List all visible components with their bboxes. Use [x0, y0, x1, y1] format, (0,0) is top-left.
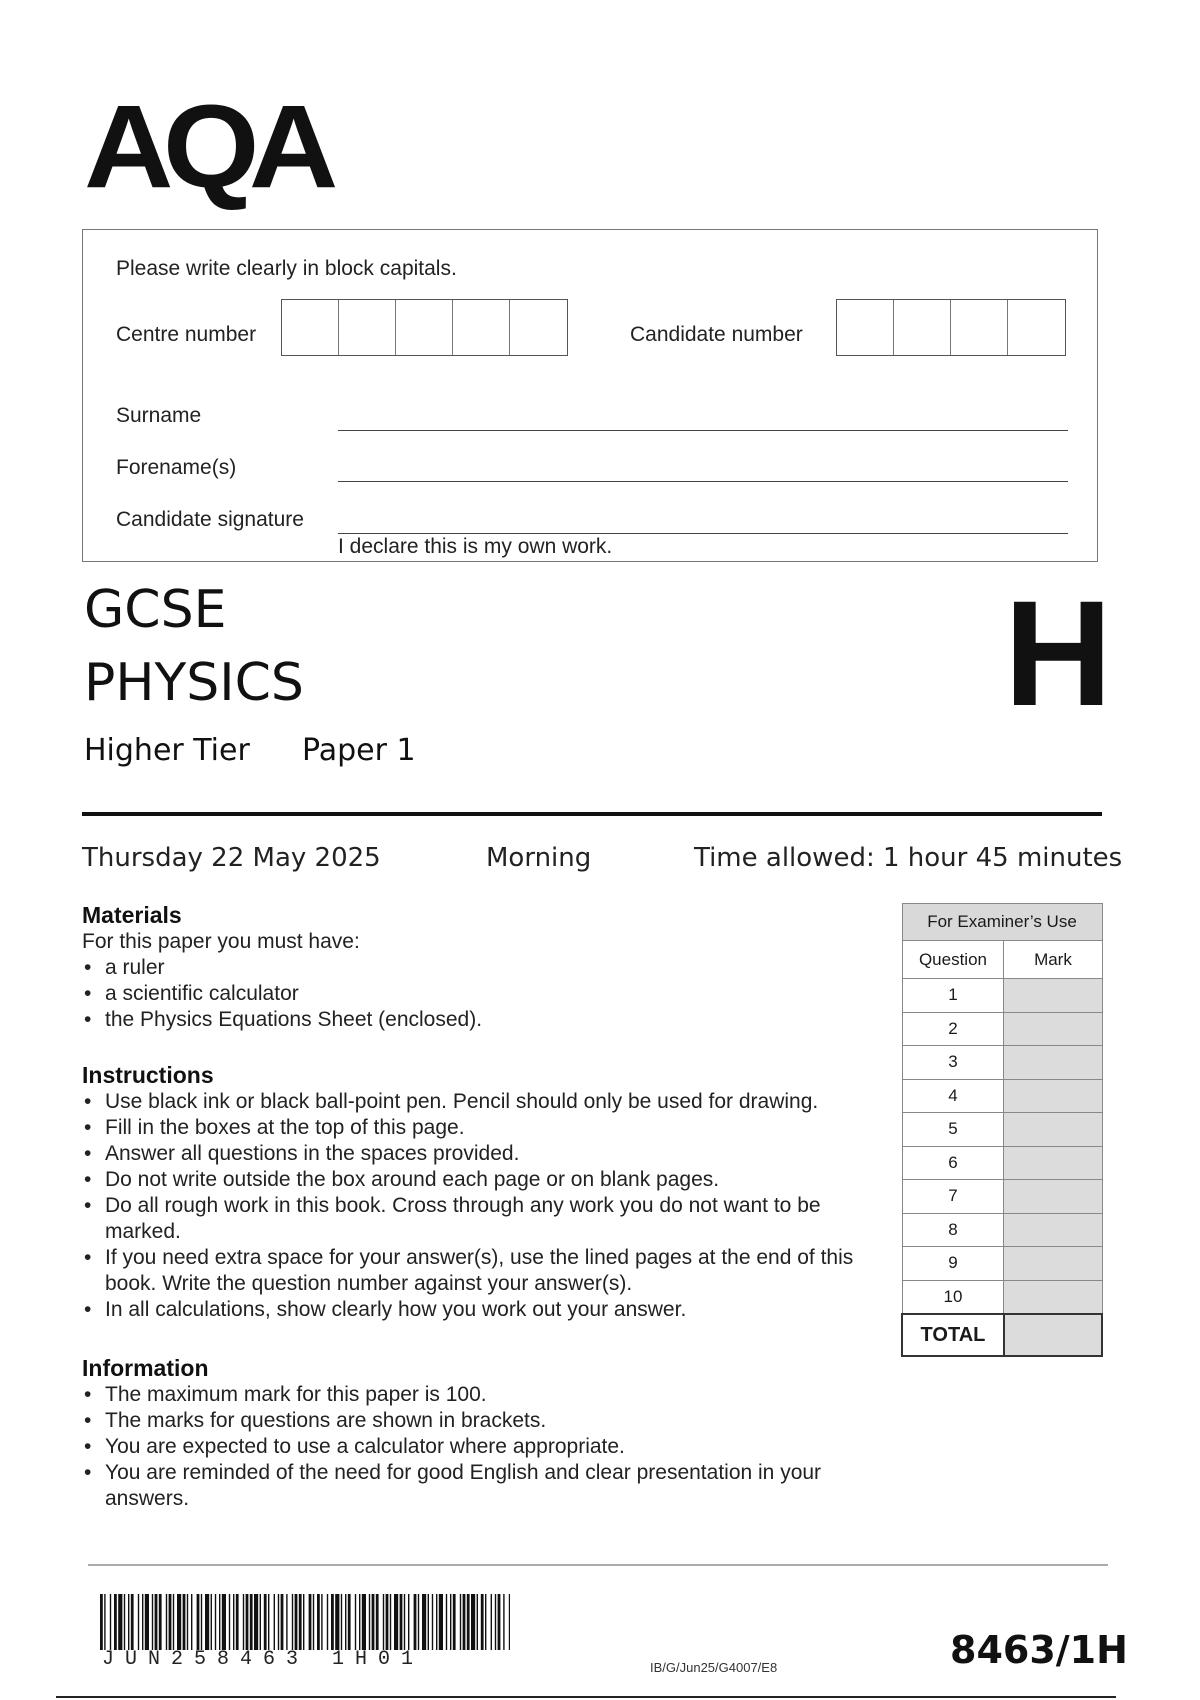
materials-list: [82, 955, 882, 1033]
barcode-bar: [436, 1594, 437, 1650]
barcode: [100, 1594, 510, 1650]
list-item: • You are reminded of the need for good English and clear presentation in your answers.: [82, 1460, 877, 1512]
block-capitals-instruction: Please write clearly in block capitals.: [116, 257, 457, 280]
mark-cell: [1004, 1180, 1102, 1214]
barcode-bar: [197, 1594, 200, 1650]
barcode-bar: [118, 1594, 122, 1650]
question-number: 7: [902, 1180, 1004, 1214]
surname-label: Surname: [116, 404, 202, 427]
barcode-bar: [274, 1594, 275, 1650]
list-item: • the Physics Equations Sheet (enclosed).: [82, 1007, 882, 1033]
declaration-text: I declare this is my own work.: [338, 535, 613, 558]
barcode-bar: [481, 1594, 484, 1650]
barcode-bar: [236, 1594, 239, 1650]
materials-intro: For this paper you must have:: [82, 930, 360, 953]
paper-reference: IB/G/Jun25/G4007/E8: [650, 1660, 778, 1675]
barcode-bar: [215, 1594, 216, 1650]
mark-cell: [1004, 1280, 1102, 1314]
list-item: • Use black ink or black ball-point pen. Pencil should only be used for drawing.: [82, 1089, 877, 1115]
barcode-bar: [503, 1594, 504, 1650]
barcode-bar: [303, 1594, 304, 1650]
barcode-bar: [348, 1594, 351, 1650]
mark-cell: [1004, 1213, 1102, 1247]
barcode-bar: [467, 1594, 470, 1650]
barcode-bar: [355, 1594, 356, 1650]
barcode-bar: [104, 1594, 105, 1650]
total-mark-cell: [1004, 1314, 1102, 1356]
barcode-bar: [201, 1594, 202, 1650]
barcode-bar: [422, 1594, 426, 1650]
barcode-bar: [281, 1594, 284, 1650]
qualification-title: GCSE: [84, 580, 227, 640]
barcode-bar: [191, 1594, 192, 1650]
subject-title: PHYSICS: [84, 653, 304, 713]
barcode-bar: [446, 1594, 447, 1650]
barcode-bar: [124, 1594, 125, 1650]
barcode-bar: [498, 1594, 501, 1650]
centre-number-digit[interactable]: [453, 300, 510, 355]
barcode-bar: [335, 1594, 339, 1650]
centre-number-digit[interactable]: [510, 300, 567, 355]
question-number: 4: [902, 1079, 1004, 1113]
list-item: • Do not write outside the box around each page or on blank pages.: [82, 1167, 877, 1193]
examiner-table-title: For Examiner’s Use: [902, 904, 1102, 941]
mark-cell: [1004, 1012, 1102, 1046]
candidate-number-input[interactable]: [836, 299, 1066, 356]
barcode-bar: [394, 1594, 398, 1650]
barcode-bar: [383, 1594, 384, 1650]
barcode-bar: [331, 1594, 334, 1650]
barcode-bar: [453, 1594, 456, 1650]
list-item: • a scientific calculator: [82, 981, 882, 1007]
barcode-bar: [321, 1594, 322, 1650]
mark-column-header: Mark: [1004, 941, 1102, 979]
mark-cell: [1004, 1247, 1102, 1281]
barcode-bar: [362, 1594, 366, 1650]
barcode-bar: [142, 1594, 143, 1650]
barcode-bar: [114, 1594, 117, 1650]
barcode-bar: [309, 1594, 312, 1650]
list-item: • If you need extra space for your answer(s), use the lined pages at the end of this book. Write the question number against your answer(s).: [82, 1245, 877, 1297]
exam-date: Thursday 22 May 2025: [82, 843, 381, 873]
barcode-bar: [509, 1594, 510, 1650]
barcode-bar: [463, 1594, 466, 1650]
barcode-bar: [485, 1594, 486, 1650]
materials-title: Materials: [82, 902, 182, 928]
question-number: 8: [902, 1213, 1004, 1247]
barcode-bar: [250, 1594, 253, 1650]
question-number: 9: [902, 1247, 1004, 1281]
barcode-bar: [100, 1594, 103, 1650]
barcode-bar: [152, 1594, 153, 1650]
exam-session: Morning: [486, 843, 592, 873]
paper-label: Paper 1: [302, 733, 416, 768]
surname-field[interactable]: [338, 430, 1068, 431]
barcode-bar: [400, 1594, 403, 1650]
mark-cell: [1004, 1046, 1102, 1080]
candidate-number-digit[interactable]: [894, 300, 951, 355]
barcode-bar: [491, 1594, 492, 1650]
information-list: [82, 1382, 877, 1512]
barcode-bar: [219, 1594, 220, 1650]
barcode-bar: [432, 1594, 433, 1650]
barcode-bar: [345, 1594, 346, 1650]
barcode-bar: [313, 1594, 314, 1650]
barcode-bar: [211, 1594, 212, 1650]
barcode-bar: [286, 1594, 287, 1650]
question-number: 3: [902, 1046, 1004, 1080]
barcode-bar: [169, 1594, 172, 1650]
barcode-bar: [159, 1594, 162, 1650]
barcode-bar: [222, 1594, 226, 1650]
barcode-bar: [359, 1594, 360, 1650]
title-divider: [82, 812, 1102, 816]
barcode-bar: [341, 1594, 342, 1650]
time-allowed: Time allowed: 1 hour 45 minutes: [694, 843, 1123, 873]
forenames-field[interactable]: [338, 481, 1068, 482]
barcode-bar: [495, 1594, 496, 1650]
list-item: • Do all rough work in this book. Cross through any work you do not want to be marked.: [82, 1193, 877, 1245]
candidate-number-label: Candidate number: [630, 323, 803, 346]
barcode-bar: [145, 1594, 149, 1650]
barcode-bar: [471, 1594, 475, 1650]
barcode-bar: [177, 1594, 181, 1650]
barcode-bar: [183, 1594, 186, 1650]
barcode-bar: [264, 1594, 267, 1650]
instructions-list: [82, 1089, 877, 1323]
barcode-bar: [131, 1594, 134, 1650]
tier-letter: H: [1004, 569, 1113, 737]
forenames-label: Forename(s): [116, 456, 237, 479]
barcode-bar: [386, 1594, 389, 1650]
barcode-bar: [243, 1594, 244, 1650]
barcode-bar: [128, 1594, 129, 1650]
footer-divider: [88, 1564, 1108, 1566]
instructions-section: [82, 1062, 877, 1323]
question-number: 1: [902, 979, 1004, 1013]
barcode-bar: [268, 1594, 269, 1650]
barcode-bar: [278, 1594, 279, 1650]
tier-label: Higher Tier: [84, 733, 250, 768]
question-column-header: Question: [902, 941, 1004, 979]
barcode-bar: [418, 1594, 419, 1650]
information-section: [82, 1355, 877, 1512]
barcode-bar: [369, 1594, 370, 1650]
barcode-bar: [299, 1594, 302, 1650]
barcode-text: JUN258463 1H01: [102, 1648, 425, 1671]
barcode-bar: [390, 1594, 391, 1650]
mark-cell: [1004, 1146, 1102, 1180]
list-item: • You are expected to use a calculator where appropriate.: [82, 1434, 877, 1460]
barcode-bar: [233, 1594, 234, 1650]
question-number: 5: [902, 1113, 1004, 1147]
candidate-number-digit[interactable]: [837, 300, 894, 355]
barcode-bar: [439, 1594, 443, 1650]
mark-cell: [1004, 979, 1102, 1013]
barcode-bar: [292, 1594, 293, 1650]
barcode-bar: [187, 1594, 188, 1650]
centre-number-digit[interactable]: [396, 300, 453, 355]
list-item: • Fill in the boxes at the top of this page.: [82, 1115, 877, 1141]
mark-cell: [1004, 1079, 1102, 1113]
barcode-bar: [246, 1594, 249, 1650]
barcode-bar: [295, 1594, 298, 1650]
page-bottom-rule: [56, 1696, 1116, 1698]
list-item: • Answer all questions in the spaces provided.: [82, 1141, 877, 1167]
list-item: • The maximum mark for this paper is 100.: [82, 1382, 877, 1408]
paper-code: 8463/1H: [950, 1628, 1128, 1672]
barcode-bar: [428, 1594, 429, 1650]
barcode-bar: [450, 1594, 451, 1650]
barcode-bar: [110, 1594, 111, 1650]
barcode-bar: [414, 1594, 417, 1650]
question-number: 10: [902, 1280, 1004, 1314]
signature-field[interactable]: [338, 533, 1068, 534]
question-number: 2: [902, 1012, 1004, 1046]
candidate-number-digit[interactable]: [1008, 300, 1065, 355]
list-item: • The marks for questions are shown in brackets.: [82, 1408, 877, 1434]
barcode-bar: [155, 1594, 158, 1650]
list-item: • a ruler: [82, 955, 882, 981]
total-label: TOTAL: [902, 1314, 1004, 1356]
barcode-bar: [173, 1594, 174, 1650]
mark-cell: [1004, 1113, 1102, 1147]
barcode-bar: [372, 1594, 375, 1650]
centre-number-digit[interactable]: [339, 300, 396, 355]
signature-label: Candidate signature: [116, 508, 304, 531]
barcode-bar: [166, 1594, 167, 1650]
barcode-bar: [460, 1594, 461, 1650]
barcode-bar: [260, 1594, 261, 1650]
materials-section: [82, 902, 882, 1033]
barcode-bar: [376, 1594, 379, 1650]
candidate-number-digit[interactable]: [951, 300, 1008, 355]
barcode-bar: [317, 1594, 320, 1650]
centre-number-input[interactable]: [281, 299, 568, 356]
barcode-bar: [138, 1594, 139, 1650]
list-item: • In all calculations, show clearly how you work out your answer.: [82, 1297, 877, 1323]
question-number: 6: [902, 1146, 1004, 1180]
barcode-bar: [408, 1594, 409, 1650]
information-title: Information: [82, 1355, 209, 1381]
barcode-bar: [404, 1594, 405, 1650]
aqa-logo: AQA: [84, 81, 328, 213]
barcode-bar: [477, 1594, 478, 1650]
barcode-bar: [229, 1594, 230, 1650]
instructions-title: Instructions: [82, 1062, 214, 1088]
barcode-bar: [327, 1594, 328, 1650]
barcode-bar: [254, 1594, 258, 1650]
barcode-bar: [205, 1594, 209, 1650]
centre-number-digit[interactable]: [282, 300, 339, 355]
examiner-use-table: [901, 903, 1103, 1357]
centre-number-label: Centre number: [116, 323, 257, 346]
